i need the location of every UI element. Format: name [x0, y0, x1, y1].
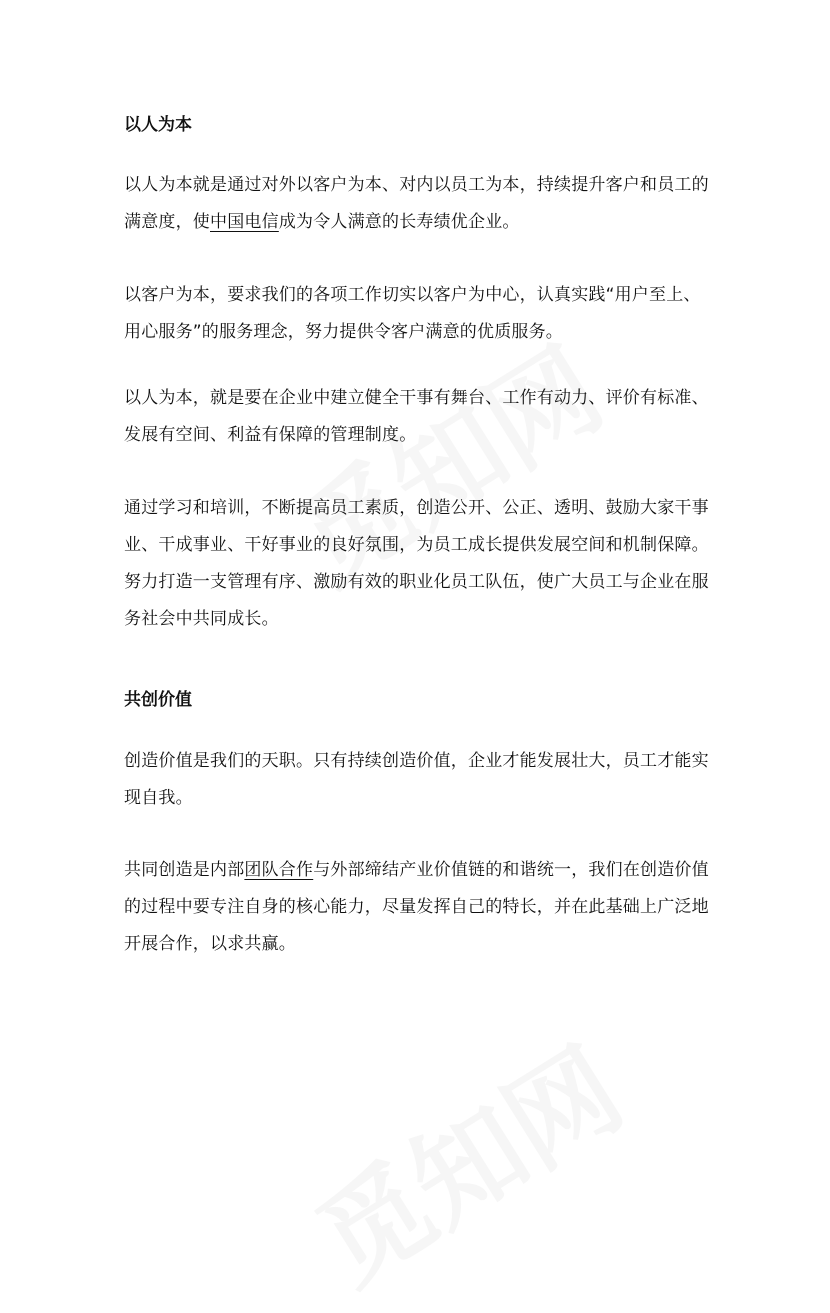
text-segment: 创造价值是我们的天职。只有持续创造价值，企业才能发展壮大，员工才能实现自我。	[124, 751, 709, 808]
text-segment: 以人为本就是通过对外以客户为本、对内以员工为本，持续提升客户和员工的满意度，使	[124, 175, 709, 232]
section-heading: 共创价值	[124, 690, 192, 710]
paragraph	[124, 167, 714, 241]
paragraph	[124, 380, 714, 454]
text-segment: 以客户为本，要求我们的各项工作切实以客户为中心，认真实践“用户至上、用心服务”的服务理念，努力提供令客户满意的优质服务。	[124, 285, 701, 342]
paragraph	[124, 743, 714, 817]
paragraph	[124, 490, 714, 638]
link-china-telecom[interactable]: 中国电信	[210, 212, 279, 232]
text-segment: 成为令人满意的长寿绩优企业。	[278, 212, 520, 232]
watermark	[283, 1005, 647, 1313]
text-segment: 通过学习和培训，不断提高员工素质，创造公开、公正、透明、鼓励大家干事业、干成事业、干好事业的良好氛围，为员工成长提供发展空间和机制保障。努力打造一支管理有序、激励有效的职业化员工队伍，使广大员工与企业在服务社会中共同成长。	[124, 498, 709, 629]
paragraph	[124, 852, 714, 963]
text-segment: 共同创造是内部	[124, 860, 245, 880]
paragraph	[124, 277, 714, 351]
text-segment: 与外部缔结产业价值链的和谐统一，我们在创造价值的过程中要专注自身的核心能力，尽量发挥自己的特长，并在此基础上广泛地开展合作，以求共赢。	[124, 860, 709, 954]
text-segment: 以人为本，就是要在企业中建立健全干事有舞台、工作有动力、评价有标准、发展有空间、利益有保障的管理制度。	[124, 388, 709, 445]
link-team-cooperation[interactable]: 团队合作	[244, 860, 314, 880]
section-heading: 以人为本	[124, 115, 192, 135]
